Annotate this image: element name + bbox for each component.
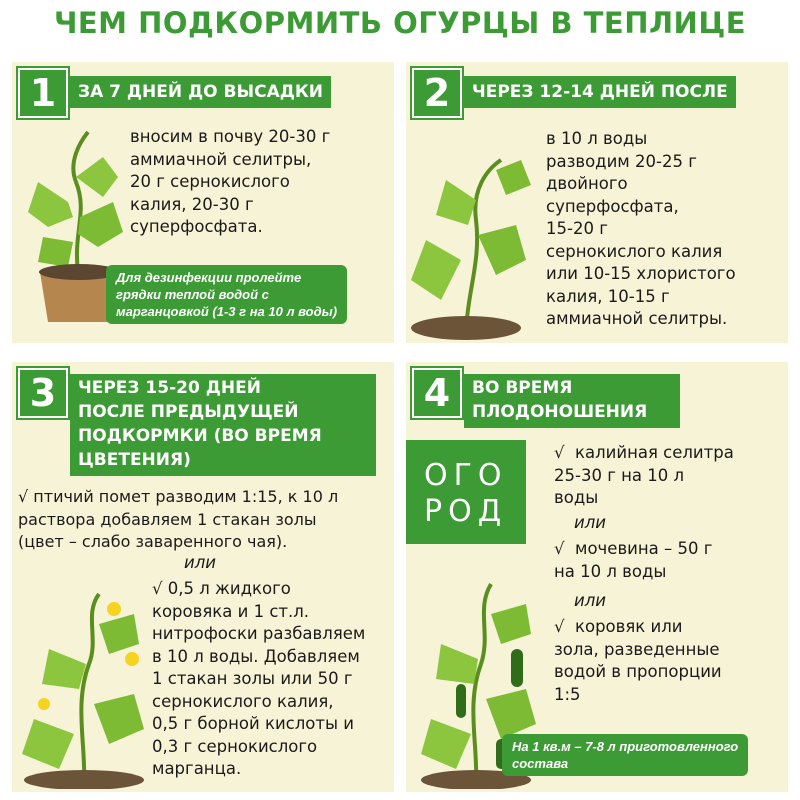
step-2-heading: ЧЕРЕЗ 12-14 ДНЕЙ ПОСЛЕ: [464, 76, 736, 108]
step-1-note: Для дезинфекции пролейте грядки теплой водой с марганцовкой (1-3 г на 10 л воды): [106, 265, 347, 324]
cucumber-plant-illustration: [406, 140, 536, 340]
step-1-heading: ЗА 7 ДНЕЙ ДО ВЫСАДКИ: [70, 76, 331, 108]
logo-line-1: ОГО: [424, 458, 508, 493]
ogorod-logo: [406, 440, 526, 544]
step-1-panel: [12, 62, 394, 343]
step-4-item-1: √ калийная селитра 25-30 г на 10 л воды: [554, 443, 734, 507]
step-4-or-2: или: [574, 591, 606, 610]
step-3-option-a: √ птичий помет разводим 1:15, к 10 л раствора добавляем 1 стакан золы (цвет – слабо заваренного чая).: [18, 487, 339, 551]
step-4-number: 4: [412, 368, 462, 418]
step-2-number: 2: [412, 68, 462, 118]
step-2-text: в 10 л воды разводим 20-25 г двойного суперфосфата, 15-20 г сернокислого калия или 10-15 хлористого калия, 10-15 г аммиачной селитры.: [546, 129, 736, 328]
step-3-option-b: √ 0,5 л жидкого коровяка и 1 ст.л. нитрофоски разбавляем в 10 л воды. Добавляем 1 стакан золы или 50 г сернокислого калия, 0,5 г борной кислоты и 0,3 г сернокислого марганца.: [152, 579, 366, 778]
flowering-cucumber-illustration: [14, 584, 149, 789]
step-4-note: На 1 кв.м – 7-8 л приготовленного состава: [502, 734, 748, 776]
logo-line-2: РОД: [424, 494, 508, 529]
step-3-number: 3: [18, 368, 68, 418]
page-title: ЧЕМ ПОДКОРМИТЬ ОГУРЦЫ В ТЕПЛИЦЕ: [53, 6, 747, 40]
step-4-item-3: √ коровяк или зола, разведенные водой в пропорции 1:5: [554, 617, 722, 704]
step-3-or: или: [184, 553, 216, 572]
step-4-heading: ВО ВРЕМЯ ПЛОДОНОШЕНИЯ: [464, 374, 680, 428]
step-2-panel: [406, 62, 788, 343]
step-4-or-1: или: [574, 513, 606, 532]
step-1-text: вносим в почву 20-30 г аммиачной селитры, 20 г сернокислого калия, 20-30 г суперфосфата.: [130, 127, 331, 236]
step-4-panel: [406, 362, 788, 792]
step-4-item-2: √ мочевина – 50 г на 10 л воды: [554, 539, 713, 581]
step-3-panel: [12, 362, 394, 792]
step-3-heading: ЧЕРЕЗ 15-20 ДНЕЙ ПОСЛЕ ПРЕДЫДУЩЕЙ ПОДКОРМКИ (ВО ВРЕМЯ ЦВЕТЕНИЯ): [70, 374, 376, 476]
step-1-number: 1: [18, 68, 68, 118]
